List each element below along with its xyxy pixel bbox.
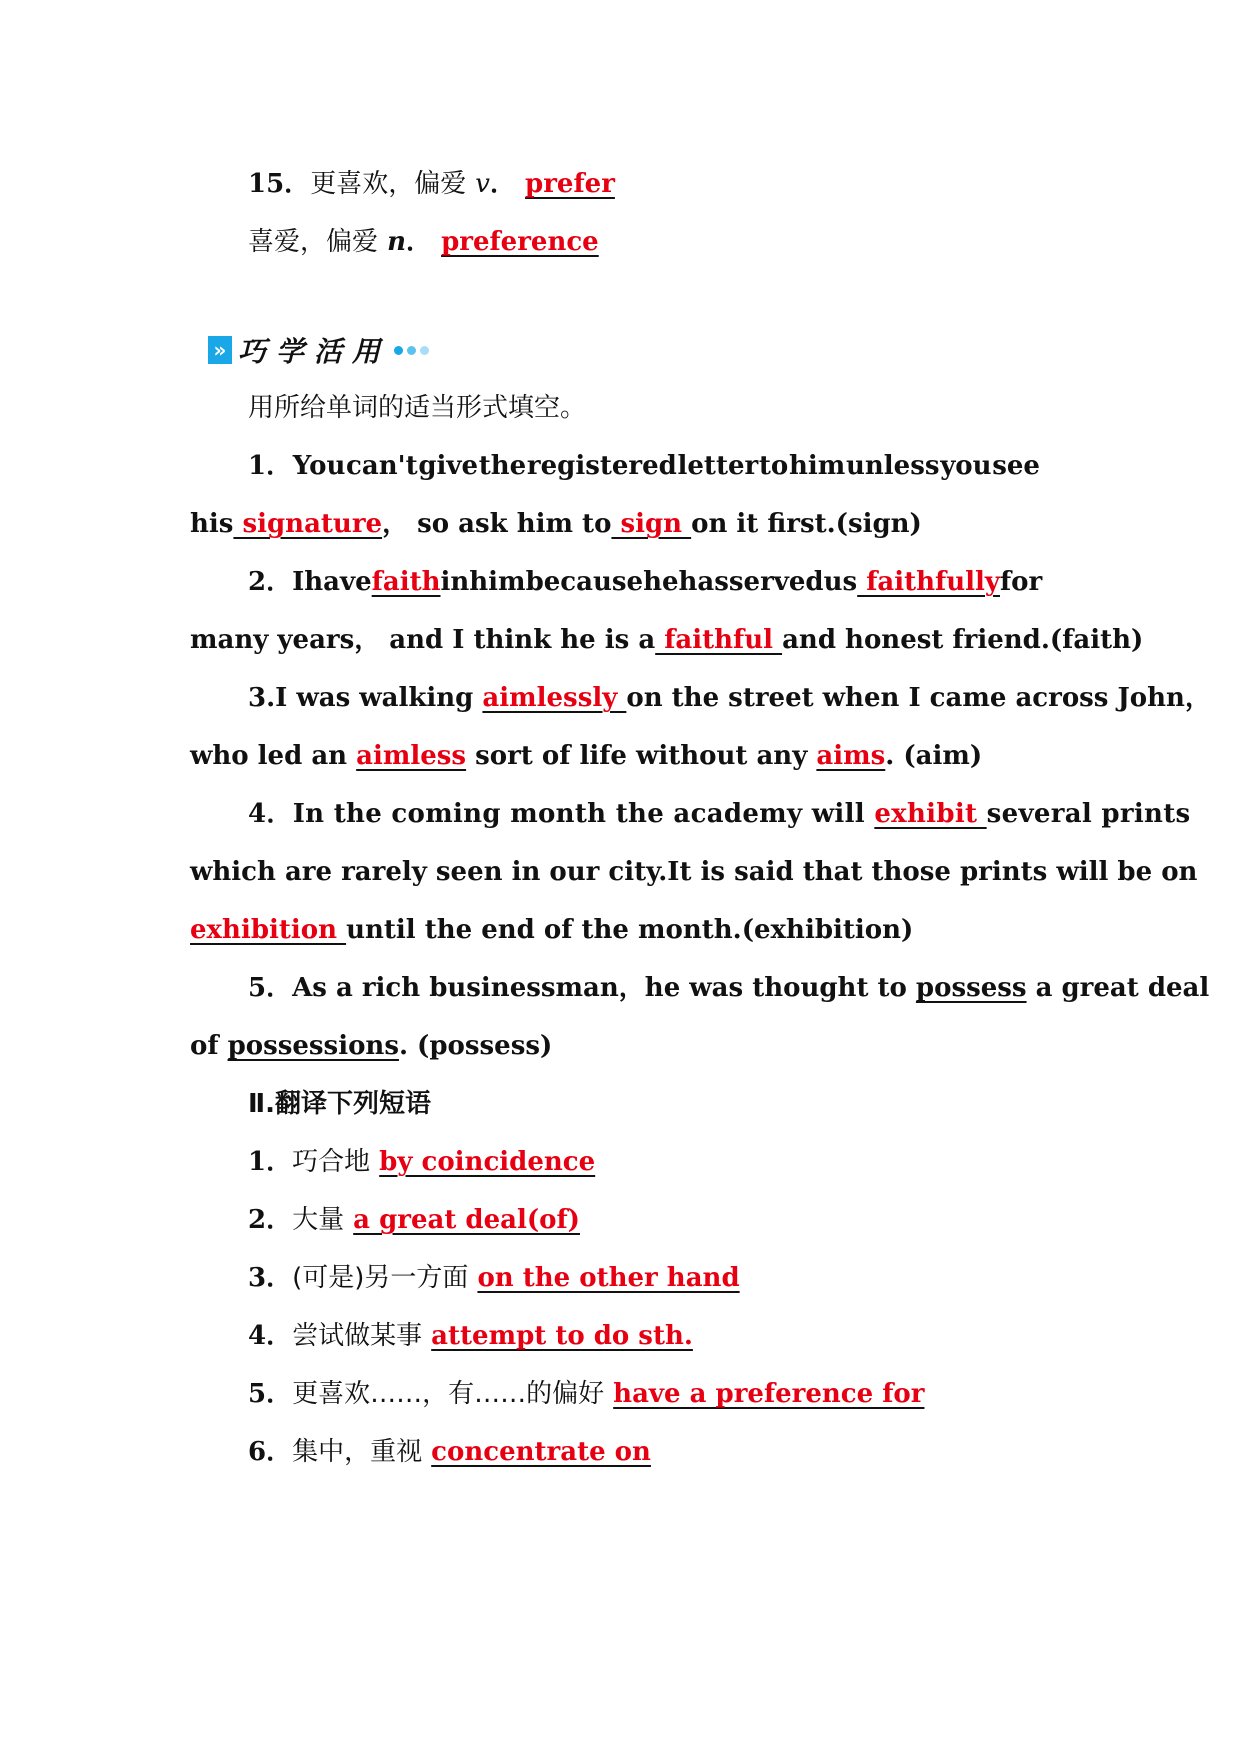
word: 1． (248, 451, 293, 481)
translate-item-6 (248, 1434, 651, 1470)
word: You (292, 451, 346, 481)
text: on the street when I came across John， (626, 683, 1211, 713)
chinese-phrase: (可是)另一方面 (292, 1263, 469, 1293)
section-header (208, 332, 429, 368)
translate-item-4 (248, 1318, 693, 1354)
text: many years， and I think he is a (190, 625, 656, 655)
item-number: 3． (248, 1263, 293, 1293)
answer: on the other hand (477, 1263, 740, 1293)
text: a great deal (1026, 973, 1210, 1003)
item-number: 2． (248, 1205, 293, 1235)
chinese-phrase: 更喜欢……，有……的偏好 (292, 1379, 605, 1409)
answer-sign: sign (611, 509, 692, 539)
separator: ． (489, 169, 516, 199)
translate-item-2 (248, 1202, 580, 1238)
chinese-phrase: 集中，重视 (292, 1437, 423, 1467)
q3-line-1 (248, 680, 1211, 716)
text: 4．In the coming month the academy will (248, 799, 875, 829)
answer-signature: signature (233, 509, 383, 539)
part-of-speech: n (387, 227, 406, 257)
chinese-phrase: 大量 (292, 1205, 345, 1235)
answer: concentrate on (431, 1437, 651, 1467)
vocab-line-2 (248, 224, 599, 260)
text: his (190, 509, 234, 539)
text: and honest friend.(faith) (782, 625, 1144, 655)
word: see (992, 451, 1040, 481)
item-number: 15． (248, 169, 311, 199)
word: to (758, 451, 789, 481)
word: you (940, 451, 992, 481)
word: give (418, 451, 479, 481)
answer-exhibit: exhibit (874, 799, 987, 829)
text: sort of life without any (466, 741, 817, 771)
item-number: 4． (248, 1321, 293, 1351)
q4-line-2: which are rarely seen in our city.It is said that those prints will be on (190, 857, 1198, 887)
word: I (292, 567, 305, 597)
word: unless (845, 451, 940, 481)
answer-preference: preference (441, 227, 599, 257)
word: because (525, 567, 644, 597)
answer-aimless: aimless (356, 741, 467, 771)
text: who led an (190, 741, 357, 771)
chinese-phrase: 巧合地 (292, 1147, 371, 1177)
q5-line-2 (190, 1028, 552, 1064)
text: . (possess) (398, 1031, 553, 1061)
answer-faith: faith (371, 567, 441, 597)
dot-icon (420, 346, 429, 355)
text: . (aim) (885, 741, 983, 771)
word: letter (677, 451, 759, 481)
answer-possess: possess (915, 973, 1027, 1003)
translate-item-5 (248, 1376, 924, 1412)
item-number: 6． (248, 1437, 293, 1467)
q4-line-1 (248, 796, 1190, 832)
word: have (304, 567, 372, 597)
part-of-speech: v (475, 169, 490, 199)
word: served (728, 567, 824, 597)
word: the (478, 451, 527, 481)
word: he (643, 567, 679, 597)
answer-exhibition: exhibition (190, 915, 347, 945)
word: has (678, 567, 729, 597)
word-with-answer (824, 564, 1000, 600)
answer: by coincidence (379, 1147, 596, 1177)
item-number: 5． (248, 1379, 293, 1409)
answer-possessions: possessions (227, 1031, 399, 1061)
q1-line-1 (248, 448, 1040, 484)
answer-prefer: prefer (525, 169, 615, 199)
text: 3.I was walking (248, 683, 483, 713)
dot-icon (394, 346, 403, 355)
translate-heading: Ⅱ.翻译下列短语 (248, 1089, 432, 1119)
text: several prints (986, 799, 1191, 829)
translate-item-1 (248, 1144, 595, 1180)
vocab-line-1 (248, 166, 615, 202)
text: on it first.(sign) (691, 509, 922, 539)
word: in (440, 567, 470, 597)
section-title: 巧学活用 (238, 335, 391, 368)
separator: ． (405, 227, 432, 257)
answer: attempt to do sth. (431, 1321, 693, 1351)
chinese-meaning: 喜爱，偏爱 (248, 227, 379, 257)
answer-faithful: faithful (655, 625, 783, 655)
word: can't (346, 451, 418, 481)
answer-aimlessly: aimlessly (482, 683, 627, 713)
word: 2． (248, 567, 293, 597)
dot-icon (407, 346, 416, 355)
fill-instruction: 用所给单词的适当形式填空。 (248, 393, 587, 423)
q2-line-1 (248, 564, 1043, 600)
translate-item-3 (248, 1260, 740, 1296)
word: registered (526, 451, 677, 481)
word: for (1000, 567, 1043, 597)
q5-line-1 (248, 970, 1209, 1006)
word: us (823, 567, 858, 597)
q1-line-2 (190, 506, 922, 542)
text: until the end of the month.(exhibition) (346, 915, 914, 945)
q4-line-3 (190, 912, 913, 948)
q3-line-2 (190, 738, 982, 774)
answer-aims: aims (816, 741, 886, 771)
answer: have a preference for (613, 1379, 925, 1409)
text: of (190, 1031, 228, 1061)
text: ， so ask him to (382, 509, 612, 539)
q2-line-2 (190, 622, 1143, 658)
word: him (788, 451, 846, 481)
double-chevron-icon: » (208, 336, 232, 364)
chinese-phrase: 尝试做某事 (292, 1321, 423, 1351)
chinese-meaning: 更喜欢，偏爱 (310, 169, 467, 199)
answer-faithfully: faithfully (857, 567, 1000, 597)
item-number: 1． (248, 1147, 293, 1177)
text: 5．As a rich businessman，he was thought to (248, 973, 916, 1003)
word: him (469, 567, 526, 597)
answer: a great deal(of) (353, 1205, 580, 1235)
